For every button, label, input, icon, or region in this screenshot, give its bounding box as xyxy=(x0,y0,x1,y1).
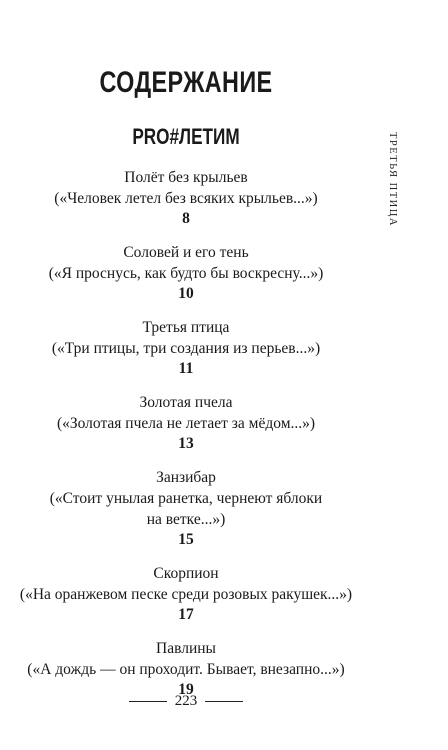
toc-entry-page: 17 xyxy=(178,606,194,623)
toc-entry-page: 10 xyxy=(178,285,194,302)
toc-entry xyxy=(10,242,362,304)
toc-entry-first-line: («Золотая пчела не летает за мёдом...») xyxy=(56,415,316,432)
page-number: 223 xyxy=(174,693,198,709)
toc-entry-page: 11 xyxy=(178,360,194,377)
toc-entry-title: Полёт без крыльев xyxy=(124,169,248,186)
toc-entry xyxy=(10,392,362,454)
toc-entry-first-line: («На оранжевом песке среди розовых ракушек...») xyxy=(19,586,353,603)
toc-entry-title: Соловей и его тень xyxy=(123,244,249,261)
running-header: ТРЕТЬЯ ПТИЦА xyxy=(387,132,398,227)
toc-entry-page: 13 xyxy=(178,435,194,452)
toc-entry xyxy=(10,638,362,700)
toc-entry-title: Третья птица xyxy=(142,319,230,336)
page-number-footer xyxy=(0,693,372,710)
section-title: PRO#ЛЕТИМ xyxy=(132,124,240,149)
toc-entry-page: 19 xyxy=(178,681,194,698)
toc-entry-page: 15 xyxy=(178,531,194,548)
toc-entry-first-line: («Стоит унылая ранетка, чернеют яблоки xyxy=(49,490,323,507)
footer-rule-left xyxy=(129,701,167,702)
toc-entry-first-line-continued: на ветке...») xyxy=(146,511,226,528)
toc-entry-first-line: («Человек летел без всяких крыльев...») xyxy=(54,190,318,207)
table-of-contents xyxy=(10,167,362,713)
toc-entry xyxy=(10,563,362,625)
toc-entry-title: Павлины xyxy=(156,640,216,657)
toc-entry-title: Занзибар xyxy=(156,469,216,486)
toc-entry xyxy=(10,467,362,550)
toc-entry-title: Скорпион xyxy=(153,565,219,582)
toc-entry-page: 8 xyxy=(182,210,190,227)
page-title: СОДЕРЖАНИЕ xyxy=(99,66,273,99)
toc-entry-first-line: («Три птицы, три создания из перьев...») xyxy=(51,340,321,357)
toc-entry-first-line: («А дождь — он проходит. Бывает, внезапно...») xyxy=(27,661,345,678)
footer-rule-right xyxy=(205,701,243,702)
toc-entry-title: Золотая пчела xyxy=(139,394,233,411)
toc-entry xyxy=(10,167,362,229)
toc-entry xyxy=(10,317,362,379)
toc-entry-first-line: («Я проснусь, как будто бы воскресну...») xyxy=(48,265,324,282)
